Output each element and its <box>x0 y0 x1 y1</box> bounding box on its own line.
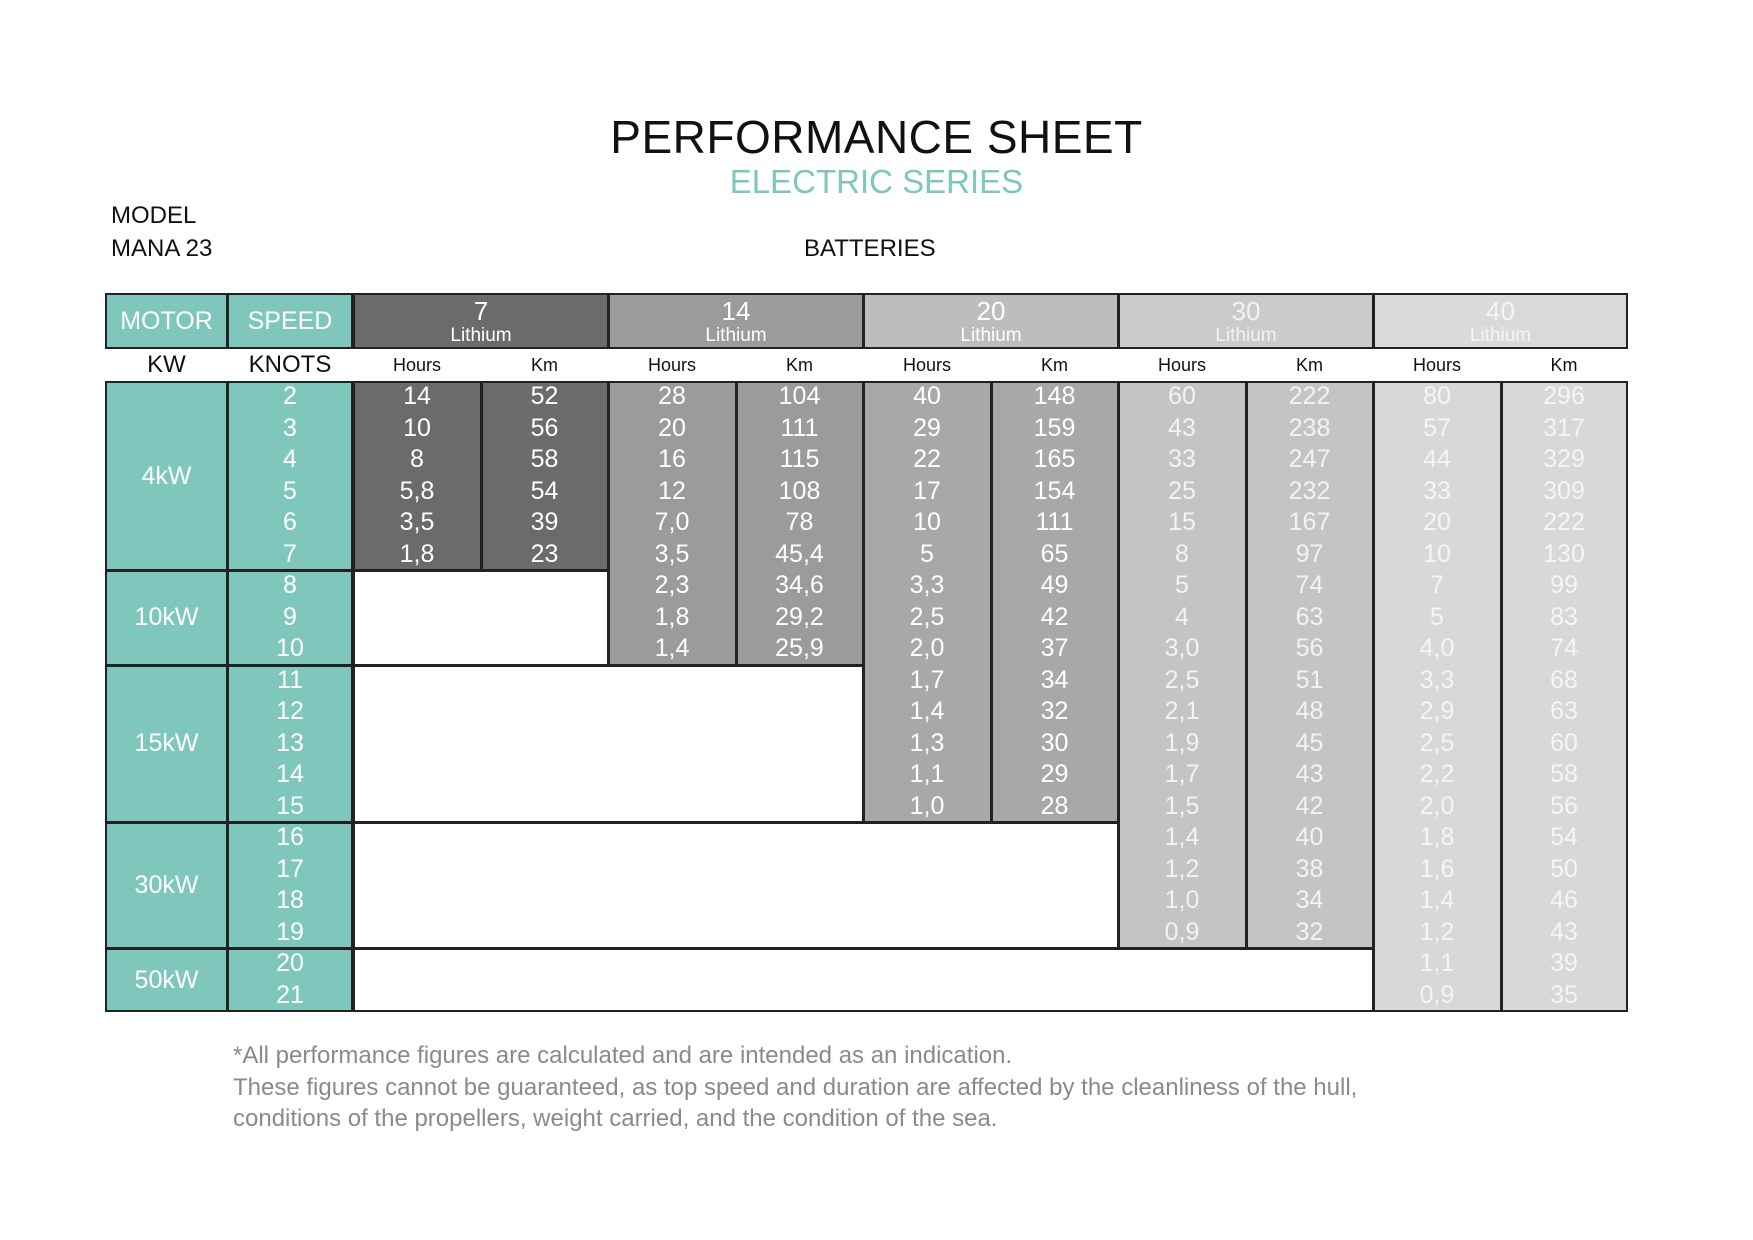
km-value: 28 <box>1040 791 1069 820</box>
hours-value: 5 <box>1175 571 1189 599</box>
km-value: 83 <box>1550 602 1578 631</box>
page-subtitle: ELECTRIC SERIES <box>729 163 1024 200</box>
hours-value: 20 <box>1423 508 1451 536</box>
hours-value: 1,0 <box>1164 886 1200 914</box>
hours-value: 3,3 <box>909 571 945 599</box>
hours-value: 80 <box>1423 382 1451 410</box>
km-value: 54 <box>1550 823 1578 851</box>
km-value: 45,4 <box>775 539 824 568</box>
battery-capacity: 30 <box>1231 295 1261 326</box>
battery-header <box>1373 293 1628 349</box>
km-value: 56 <box>1295 634 1324 662</box>
hours-value: 1,9 <box>1164 728 1200 757</box>
km-value: 154 <box>1033 476 1076 505</box>
km-value: 30 <box>1040 728 1069 757</box>
hours-value: 2,9 <box>1419 697 1455 725</box>
hours-value: 1,6 <box>1419 854 1455 883</box>
km-value: 58 <box>530 445 559 473</box>
speed-cell: 19 <box>276 917 304 946</box>
motor-unit-label: KW <box>147 351 186 378</box>
km-value: 50 <box>1550 854 1578 883</box>
hours-value: 28 <box>658 382 686 410</box>
km-value: 159 <box>1033 413 1076 442</box>
speed-cell: 12 <box>276 697 304 725</box>
battery-header <box>608 293 864 349</box>
hours-value: 20 <box>658 413 686 442</box>
km-value: 58 <box>1550 760 1578 788</box>
km-value: 32 <box>1295 917 1324 946</box>
motor-cell: 50kW <box>105 948 228 1012</box>
km-value: 317 <box>1543 413 1585 442</box>
hours-value: 29 <box>913 413 941 442</box>
empty-region <box>353 822 1119 949</box>
speed-cell: 9 <box>283 602 297 631</box>
hours-value: 3,5 <box>654 539 690 568</box>
km-value: 60 <box>1550 728 1578 757</box>
hours-value: 2,5 <box>1419 728 1455 757</box>
km-value: 63 <box>1550 697 1578 725</box>
batteries-label: BATTERIES <box>804 235 936 262</box>
hours-value: 1,8 <box>654 602 690 631</box>
empty-region <box>353 948 1374 1012</box>
hours-value: 4 <box>1175 602 1189 631</box>
km-value: 45 <box>1295 728 1324 757</box>
km-value: 37 <box>1040 634 1069 662</box>
hours-value: 1,4 <box>909 697 945 725</box>
km-value: 34 <box>1295 886 1324 914</box>
km-value: 111 <box>1035 508 1074 536</box>
hours-value: 44 <box>1423 445 1451 473</box>
km-value: 111 <box>780 413 819 442</box>
hours-value: 10 <box>1423 539 1451 568</box>
km-value: 43 <box>1550 917 1578 946</box>
motor-cell: 30kW <box>105 822 228 949</box>
hours-value: 2,2 <box>1419 760 1455 788</box>
km-value: 29 <box>1040 760 1069 788</box>
hours-value: 3,3 <box>1419 665 1455 694</box>
hours-value: 8 <box>410 445 424 473</box>
footnote-line-3: conditions of the propellers, weight carried, and the condition of the sea. <box>233 1105 998 1132</box>
hours-value: 10 <box>913 508 941 536</box>
hours-value: 1,3 <box>909 728 945 757</box>
speed-cell: 2 <box>283 382 297 410</box>
battery-type: Lithium <box>1469 324 1532 346</box>
hours-value: 17 <box>913 476 941 505</box>
battery-type: Lithium <box>705 324 767 346</box>
hours-value: 1,1 <box>909 760 945 788</box>
km-value: 222 <box>1288 382 1331 410</box>
battery-header <box>1118 293 1374 349</box>
speed-cell: 14 <box>276 760 304 788</box>
hours-value: 60 <box>1168 382 1196 410</box>
km-value: 65 <box>1040 539 1069 568</box>
speed-cell: 10 <box>276 634 304 662</box>
battery-capacity: 7 <box>473 295 489 326</box>
motor-cell: 4kW <box>105 381 228 571</box>
hours-value: 5 <box>1430 602 1444 631</box>
speed-cell: 8 <box>283 571 297 599</box>
motor-cell: 15kW <box>105 665 228 824</box>
hours-subheader: Hours <box>902 354 951 375</box>
hours-value: 1,8 <box>1419 823 1455 851</box>
speed-cell: 7 <box>283 539 297 568</box>
km-value: 104 <box>778 382 821 410</box>
km-value: 56 <box>530 413 559 442</box>
hours-value: 33 <box>1423 476 1451 505</box>
battery-type: Lithium <box>1215 324 1277 346</box>
hours-value: 43 <box>1168 413 1196 442</box>
hours-value: 5,8 <box>399 476 435 505</box>
speed-cell: 3 <box>283 413 297 442</box>
km-value: 42 <box>1040 602 1069 631</box>
hours-value: 57 <box>1423 413 1451 442</box>
hours-value: 0,9 <box>1164 917 1200 946</box>
km-value: 63 <box>1295 602 1324 631</box>
model-label: MODEL <box>111 202 197 229</box>
hours-value: 40 <box>913 382 941 410</box>
hours-value: 2,5 <box>909 602 945 631</box>
km-value: 23 <box>530 539 559 568</box>
hours-value: 12 <box>658 476 686 505</box>
km-value: 130 <box>1543 539 1585 568</box>
empty-region <box>353 665 864 824</box>
empty-region <box>353 570 609 666</box>
km-value: 34,6 <box>775 571 824 599</box>
speed-cell: 21 <box>276 980 304 1009</box>
km-subheader: Km <box>1041 354 1068 375</box>
km-value: 52 <box>530 382 559 410</box>
footnote-line-2: These figures cannot be guaranteed, as top speed and duration are affected by the cleanliness of the hull, <box>233 1073 1358 1101</box>
hours-value: 14 <box>403 382 431 410</box>
km-value: 25,9 <box>775 634 824 662</box>
km-value: 49 <box>1040 571 1069 599</box>
km-value: 247 <box>1288 445 1331 473</box>
km-value: 232 <box>1288 476 1331 505</box>
hours-value: 1,0 <box>909 791 945 820</box>
km-value: 48 <box>1295 697 1324 725</box>
hours-value: 7 <box>1430 571 1444 599</box>
battery-capacity: 14 <box>721 295 751 326</box>
km-value: 34 <box>1040 665 1069 694</box>
hours-value: 8 <box>1175 539 1189 568</box>
hours-subheader: Hours <box>392 354 441 375</box>
battery-type: Lithium <box>960 324 1022 346</box>
hours-subheader: Hours <box>647 354 696 375</box>
speed-cell: 15 <box>276 791 304 820</box>
motor-cell: 10kW <box>105 570 228 666</box>
km-value: 68 <box>1550 665 1578 694</box>
hours-value: 25 <box>1168 476 1196 505</box>
km-value: 309 <box>1543 476 1585 505</box>
hours-subheader: Hours <box>1157 354 1206 375</box>
km-value: 54 <box>530 476 559 505</box>
hours-value: 2,3 <box>654 571 690 599</box>
hours-value: 3,0 <box>1164 634 1200 662</box>
speed-cell: 6 <box>283 508 297 536</box>
speed-cell: 4 <box>283 445 297 473</box>
hours-value: 10 <box>403 413 431 442</box>
hours-value: 7,0 <box>654 508 690 536</box>
km-value: 99 <box>1550 571 1578 599</box>
speed-cell: 18 <box>276 886 304 914</box>
km-value: 238 <box>1288 413 1331 442</box>
hours-value: 1,2 <box>1419 917 1455 946</box>
km-value: 42 <box>1295 791 1324 820</box>
page-title: PERFORMANCE SHEET <box>610 111 1143 163</box>
km-value: 29,2 <box>775 602 824 631</box>
km-value: 108 <box>778 476 821 505</box>
km-value: 56 <box>1550 791 1578 820</box>
speed-header: SPEED <box>227 293 353 349</box>
hours-value: 1,1 <box>1419 949 1455 977</box>
km-value: 51 <box>1295 665 1324 694</box>
hours-value: 3,5 <box>399 508 435 536</box>
battery-header <box>353 293 609 349</box>
hours-value: 4,0 <box>1419 634 1455 662</box>
hours-subheader: Hours <box>1412 354 1461 375</box>
battery-capacity: 40 <box>1486 295 1515 326</box>
battery-type: Lithium <box>450 324 512 346</box>
model-value: MANA 23 <box>111 235 213 262</box>
speed-unit-label: KNOTS <box>248 351 332 378</box>
km-value: 97 <box>1295 539 1324 568</box>
km-value: 115 <box>779 445 820 473</box>
km-value: 74 <box>1295 571 1324 599</box>
hours-value: 5 <box>920 539 934 568</box>
km-value: 39 <box>530 508 559 536</box>
km-value: 32 <box>1040 697 1069 725</box>
battery-capacity: 20 <box>976 295 1006 326</box>
km-value: 38 <box>1295 854 1324 883</box>
hours-value: 1,2 <box>1164 854 1200 883</box>
hours-value: 2,0 <box>1419 791 1455 820</box>
speed-cell: 11 <box>277 665 303 694</box>
speed-cell: 16 <box>276 823 304 851</box>
km-value: 43 <box>1295 760 1324 788</box>
speed-cell: 5 <box>283 476 297 505</box>
hours-value: 16 <box>658 445 686 473</box>
speed-cell: 20 <box>276 949 304 977</box>
km-value: 165 <box>1033 445 1076 473</box>
hours-value: 1,5 <box>1164 791 1200 820</box>
km-value: 35 <box>1550 980 1578 1009</box>
hours-value: 2,5 <box>1164 665 1200 694</box>
speed-cell: 13 <box>276 728 304 757</box>
km-subheader: Km <box>786 354 813 375</box>
hours-value: 1,7 <box>909 665 945 694</box>
hours-value: 1,8 <box>399 539 435 568</box>
km-value: 167 <box>1288 508 1331 536</box>
km-value: 148 <box>1033 382 1076 410</box>
hours-value: 33 <box>1168 445 1196 473</box>
hours-value: 1,7 <box>1164 760 1200 788</box>
hours-value: 1,4 <box>1164 823 1200 851</box>
hours-value: 2,1 <box>1164 697 1200 725</box>
km-value: 222 <box>1543 508 1585 536</box>
km-subheader: Km <box>1550 354 1578 375</box>
battery-header <box>863 293 1119 349</box>
hours-value: 0,9 <box>1419 980 1455 1009</box>
km-value: 78 <box>785 508 814 536</box>
hours-value: 1,4 <box>654 634 690 662</box>
hours-value: 22 <box>913 445 941 473</box>
km-subheader: Km <box>1296 354 1323 375</box>
hours-value: 2,0 <box>909 634 945 662</box>
speed-cell: 17 <box>276 854 304 883</box>
km-value: 40 <box>1295 823 1324 851</box>
km-value: 39 <box>1550 949 1578 977</box>
km-value: 296 <box>1543 382 1585 410</box>
hours-value: 15 <box>1168 508 1196 536</box>
motor-header: MOTOR <box>105 293 228 349</box>
km-value: 46 <box>1550 886 1578 914</box>
hours-value: 1,4 <box>1419 886 1455 914</box>
km-subheader: Km <box>531 354 558 375</box>
footnote <box>233 1040 1357 1135</box>
km-value: 329 <box>1543 445 1585 473</box>
footnote-line-1: *All performance figures are calculated and are intended as an indication. <box>233 1042 1013 1069</box>
km-value: 74 <box>1550 634 1578 662</box>
